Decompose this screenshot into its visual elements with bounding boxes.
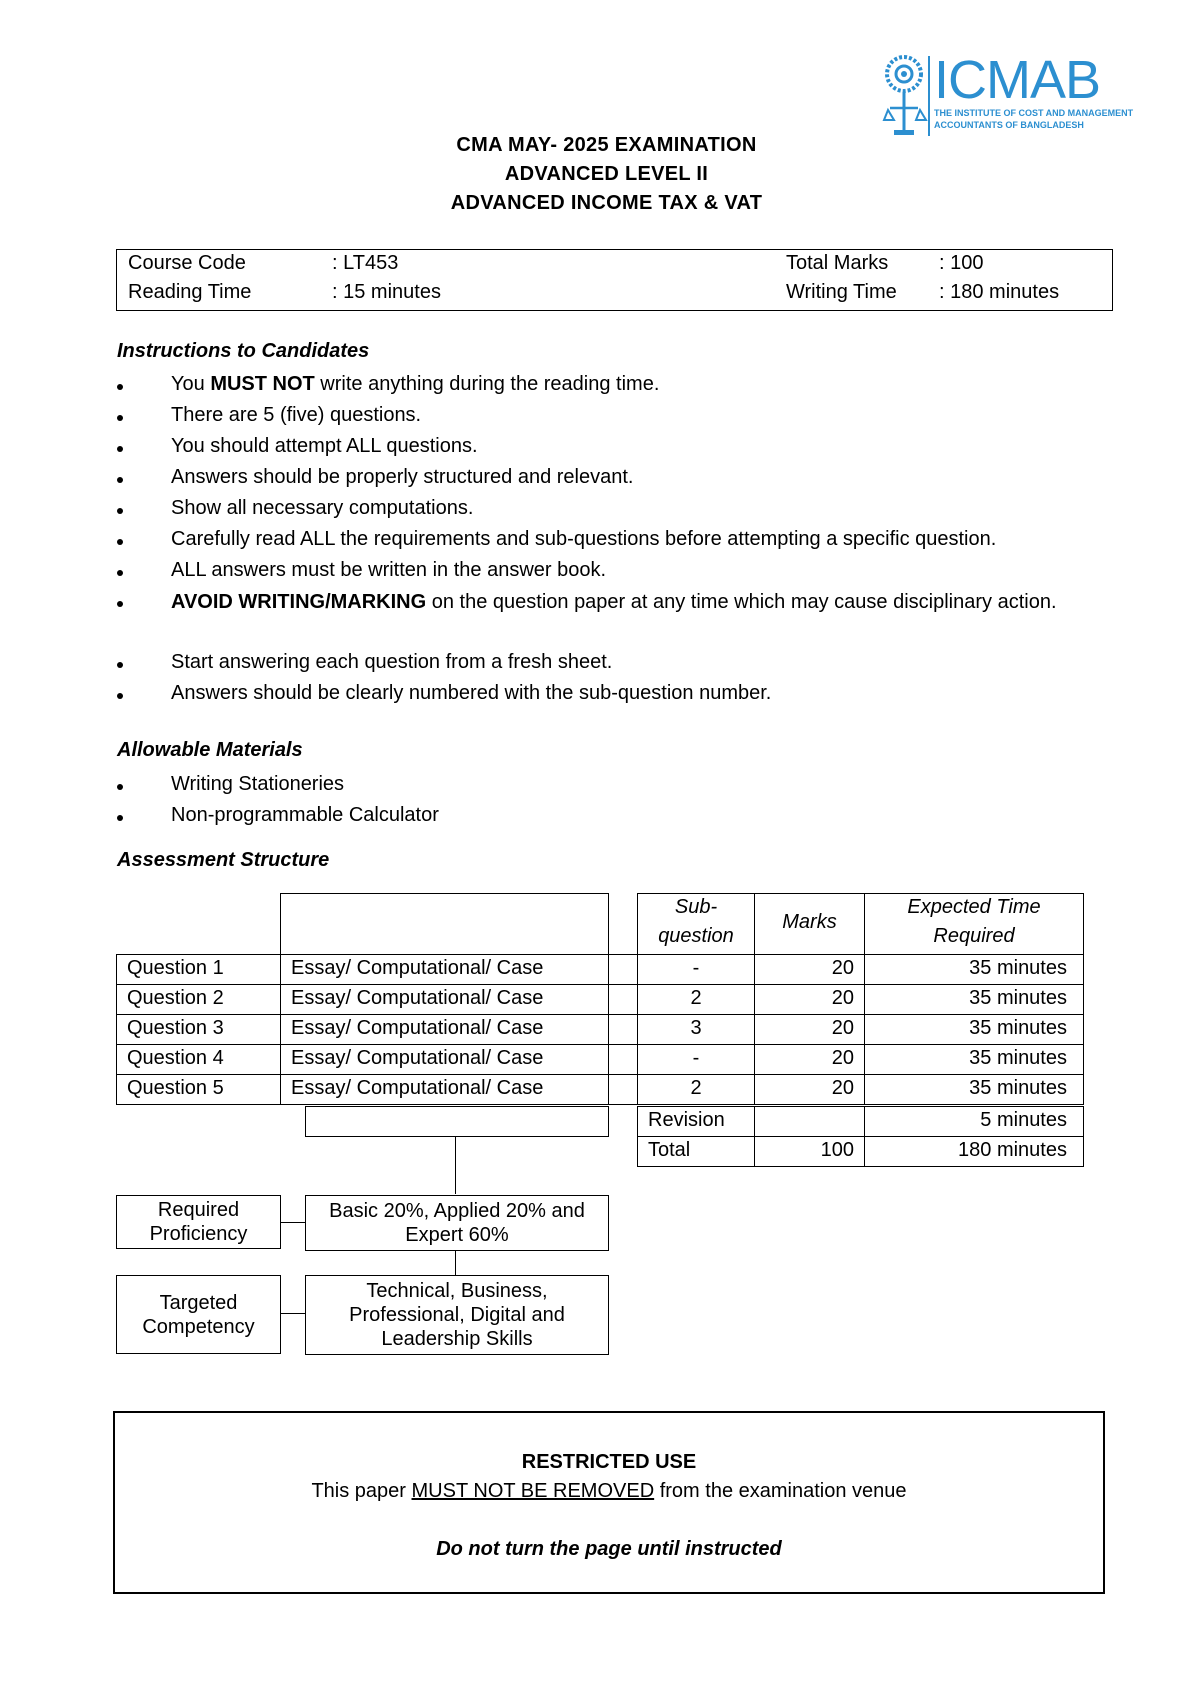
subquestion-cell [637,954,755,985]
time-header [864,893,1084,955]
revision-label: Revision [648,1109,725,1131]
list-item [117,528,1107,556]
marks-cell [754,1044,865,1075]
time-cell [864,1074,1084,1105]
time-header-line2: Required [933,925,1015,947]
time-value: 35 minutes [969,987,1067,1009]
exam-subject: ADVANCED INCOME TAX & VAT [450,192,763,214]
total-time: 180 minutes [958,1139,1067,1161]
connector-line [455,1137,456,1194]
question-cell [116,1044,281,1075]
marks-cell [754,1074,865,1105]
spacer-cell [608,1014,638,1045]
restricted-footer: Do not turn the page until instructed [436,1538,782,1560]
marks-value: 20 [831,957,854,979]
marks-value: 20 [831,987,854,1009]
time-cell [864,984,1084,1015]
proficiency-value: Basic 20%, Applied 20% and Expert 60% [305,1195,609,1251]
bullet-icon [117,446,123,452]
marks-cell [754,954,865,985]
total-marks: 100 [820,1139,854,1161]
total-label-cell [637,1136,755,1167]
type-header-cell [280,893,609,955]
list-item [117,404,1107,432]
list-item [117,373,1107,401]
course-code-value: : LT453 [332,252,399,274]
total-marks-label: Total Marks [786,252,889,274]
question-type: Essay/ Computational/ Case [291,1047,544,1069]
question-label: Question 3 [127,1017,224,1039]
revision-marks-cell [754,1106,865,1137]
connector-line [455,1250,456,1275]
question-label: Question 5 [127,1077,224,1099]
instruction-text: There are 5 (five) questions. [171,404,422,426]
marks-header-text: Marks [782,911,837,933]
list-item [117,651,1107,679]
time-value: 35 minutes [969,1017,1067,1039]
bullet-icon [117,508,123,514]
type-cell [280,1014,609,1045]
subquestion-value: - [692,957,700,979]
material-text: Non-programmable Calculator [171,804,439,826]
bullet-icon [117,384,123,390]
instruction-emphasis: MUST NOT [210,373,315,395]
icmab-logo [882,50,1134,138]
subquestion-cell [637,1014,755,1045]
list-item [117,804,1107,832]
bullet-icon [117,693,123,699]
time-value: 35 minutes [969,1077,1067,1099]
instruction-text: Carefully read ALL the requirements and sub-questions before attempting a specific question. [171,528,997,550]
list-item [117,497,1107,525]
spacer-cell [608,984,638,1015]
revision-label-cell [637,1106,755,1137]
restricted-text: This paper [311,1480,412,1502]
instruction-text: Show all necessary computations. [171,497,474,519]
question-cell [116,954,281,985]
subquestion-header-line2: question [658,925,734,947]
spacer-cell [608,954,638,985]
type-cell [280,1044,609,1075]
marks-cell [754,1014,865,1045]
revision-time-cell [864,1106,1084,1137]
bullet-icon [117,784,123,790]
connector-line [280,1222,305,1223]
subquestion-header [637,893,755,955]
instruction-text: ALL answers must be written in the answer book. [171,559,607,581]
course-code-label: Course Code [128,252,246,274]
question-label: Question 1 [127,957,224,979]
proficiency-label: Required Proficiency [116,1195,281,1249]
logo-wordmark: ICMAB [934,50,1101,110]
question-type: Essay/ Computational/ Case [291,1077,544,1099]
marks-cell [754,984,865,1015]
question-label: Question 4 [127,1047,224,1069]
total-marks-value: : 100 [939,252,984,274]
question-cell [116,1074,281,1105]
question-cell [116,984,281,1015]
time-cell [864,1014,1084,1045]
total-time-cell [864,1136,1084,1167]
logo-subtitle-line2: ACCOUNTANTS OF BANGLADESH [934,120,1084,130]
question-label: Question 2 [127,987,224,1009]
instruction-text: You should attempt ALL questions. [171,435,478,457]
writing-time-label: Writing Time [786,281,897,303]
question-type: Essay/ Computational/ Case [291,957,544,979]
bullet-icon [117,570,123,576]
time-value: 35 minutes [969,1047,1067,1069]
subquestion-value: 3 [690,1017,702,1039]
question-type: Essay/ Computational/ Case [291,987,544,1009]
materials-heading: Allowable Materials [117,739,303,761]
type-cell [280,954,609,985]
list-item [117,773,1107,801]
subquestion-value: 2 [690,987,702,1009]
subquestion-cell [637,1074,755,1105]
list-item [117,682,1107,710]
subquestion-value: 2 [690,1077,702,1099]
bullet-icon [117,539,123,545]
competency-value: Technical, Business, Professional, Digital and Leadership Skills [305,1275,609,1355]
time-cell [864,954,1084,985]
reading-time-label: Reading Time [128,281,252,303]
subquestion-cell [637,984,755,1015]
course-info-box [116,249,1113,311]
time-cell [864,1044,1084,1075]
logo-subtitle-line1: THE INSTITUTE OF COST AND MANAGEMENT [934,108,1134,118]
marks-header [754,893,865,955]
subquestion-value: - [692,1047,700,1069]
type-cell [280,984,609,1015]
subquestion-header-line1: Sub- [674,896,718,918]
restricted-emphasis: MUST NOT BE REMOVED [411,1480,655,1502]
connector-line [280,1313,305,1314]
exam-title: CMA MAY- 2025 EXAMINATION [456,134,757,156]
spacer-cell [608,1074,638,1105]
total-label: Total [648,1139,691,1161]
icmab-emblem-icon [882,52,928,138]
assessment-heading: Assessment Structure [117,849,330,871]
bullet-icon [117,662,123,668]
instruction-text: Start answering each question from a fresh sheet. [171,651,613,673]
time-header-line1: Expected Time [907,896,1041,918]
bullet-icon [117,415,123,421]
exam-level: ADVANCED LEVEL II [504,163,709,185]
bullet-icon [117,601,123,607]
restricted-title: RESTRICTED USE [521,1451,697,1473]
restricted-use-box [113,1411,1105,1594]
reading-time-value: : 15 minutes [332,281,441,303]
marks-value: 20 [831,1017,854,1039]
marks-value: 20 [831,1047,854,1069]
list-item [117,435,1107,463]
question-cell [116,1014,281,1045]
instruction-text: You [171,373,211,395]
instruction-text: Answers should be clearly numbered with the sub-question number. [171,682,772,704]
writing-time-value: : 180 minutes [939,281,1060,303]
spacer-cell [608,1044,638,1075]
question-type: Essay/ Computational/ Case [291,1017,544,1039]
instruction-emphasis: AVOID WRITING/MARKING [171,591,427,613]
list-item [117,559,1107,587]
type-cell [280,1074,609,1105]
restricted-text: from the examination venue [654,1480,907,1502]
revision-time: 5 minutes [980,1109,1067,1131]
marks-value: 20 [831,1077,854,1099]
material-text: Writing Stationeries [171,773,345,795]
total-marks-cell [754,1136,865,1167]
instruction-text: write anything during the reading time. [314,373,660,395]
list-item [117,588,1107,646]
bullet-icon [117,815,123,821]
instruction-text: on the question paper at any time which may cause disciplinary action. [426,591,1057,613]
bullet-icon [117,477,123,483]
instruction-text: Answers should be properly structured and relevant. [171,466,634,488]
restricted-notice [115,1480,1103,1503]
time-value: 35 minutes [969,957,1067,979]
type-footer-cell [305,1106,609,1137]
list-item [117,466,1107,494]
subquestion-cell [637,1044,755,1075]
competency-label: Targeted Competency [116,1275,281,1354]
instructions-heading: Instructions to Candidates [117,340,370,362]
